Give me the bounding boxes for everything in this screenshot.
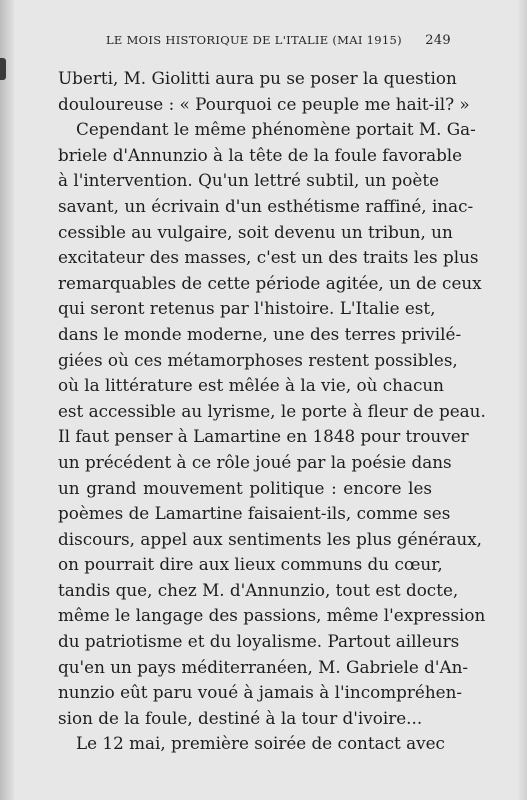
binding-mark xyxy=(0,58,6,80)
page-gutter-shadow xyxy=(0,0,14,800)
body-text xyxy=(58,66,486,757)
text-line: discours, appel aux sentiments les plus généraux, xyxy=(58,528,483,549)
running-header xyxy=(106,33,451,47)
text-line: nunzio eût paru voué à jamais à l'incompréhen- xyxy=(58,682,463,703)
text-line: poèmes de Lamartine faisaient-ils, comme ses xyxy=(58,503,451,524)
text-line: cessible au vulgaire, soit devenu un tribun, un xyxy=(58,221,453,242)
text-line: à l'intervention. Qu'un lettré subtil, un poète xyxy=(58,170,440,191)
text-line: douloureuse : « Pourquoi ce peuple me hait-il? » xyxy=(58,93,470,114)
text-line: un grand mouvement politique : encore les xyxy=(58,477,432,498)
text-line: où la littérature est mêlée à la vie, où chacun xyxy=(58,375,444,396)
text-line: est accessible au lyrisme, le porte à fleur de peau. xyxy=(58,400,486,421)
text-line: Il faut penser à Lamartine en 1848 pour trouver xyxy=(58,426,469,447)
text-line: briele d'Annunzio à la tête de la foule favorable xyxy=(58,144,463,165)
text-line: Cependant le même phénomène portait M. Ga- xyxy=(76,119,476,140)
text-line: du patriotisme et du loyalisme. Partout ailleurs xyxy=(58,631,460,652)
text-line: qui seront retenus par l'histoire. L'Italie est, xyxy=(58,298,436,319)
text-line: sion de la foule, destiné à la tour d'ivoire... xyxy=(58,707,423,728)
text-line: remarquables de cette période agitée, un de ceux xyxy=(58,272,482,293)
text-line: excitateur des masses, c'est un des traits les plus xyxy=(58,247,479,268)
text-line: Le 12 mai, première soirée de contact avec xyxy=(76,733,445,754)
page-edge-shadow xyxy=(517,0,527,800)
running-title: LE MOIS HISTORIQUE DE L'ITALIE (MAI 1915) xyxy=(106,33,402,47)
text-line: Uberti, M. Giolitti aura pu se poser la question xyxy=(58,68,457,88)
page-number: 249 xyxy=(425,33,451,48)
text-line: tandis que, chez M. d'Annunzio, tout est docte, xyxy=(58,579,459,600)
text-line: un précédent à ce rôle joué par la poésie dans xyxy=(58,451,452,472)
text-line: dans le monde moderne, une des terres privilé- xyxy=(58,323,462,344)
text-line: giées où ces métamorphoses restent possibles, xyxy=(58,349,458,370)
text-line: même le langage des passions, même l'expression xyxy=(58,605,486,626)
text-line: qu'en un pays méditerranéen, M. Gabriele d'An- xyxy=(58,656,469,677)
text-line: on pourrait dire aux lieux communs du cœur, xyxy=(58,554,443,575)
text-line: savant, un écrivain d'un esthétisme raffiné, inac- xyxy=(58,195,474,216)
